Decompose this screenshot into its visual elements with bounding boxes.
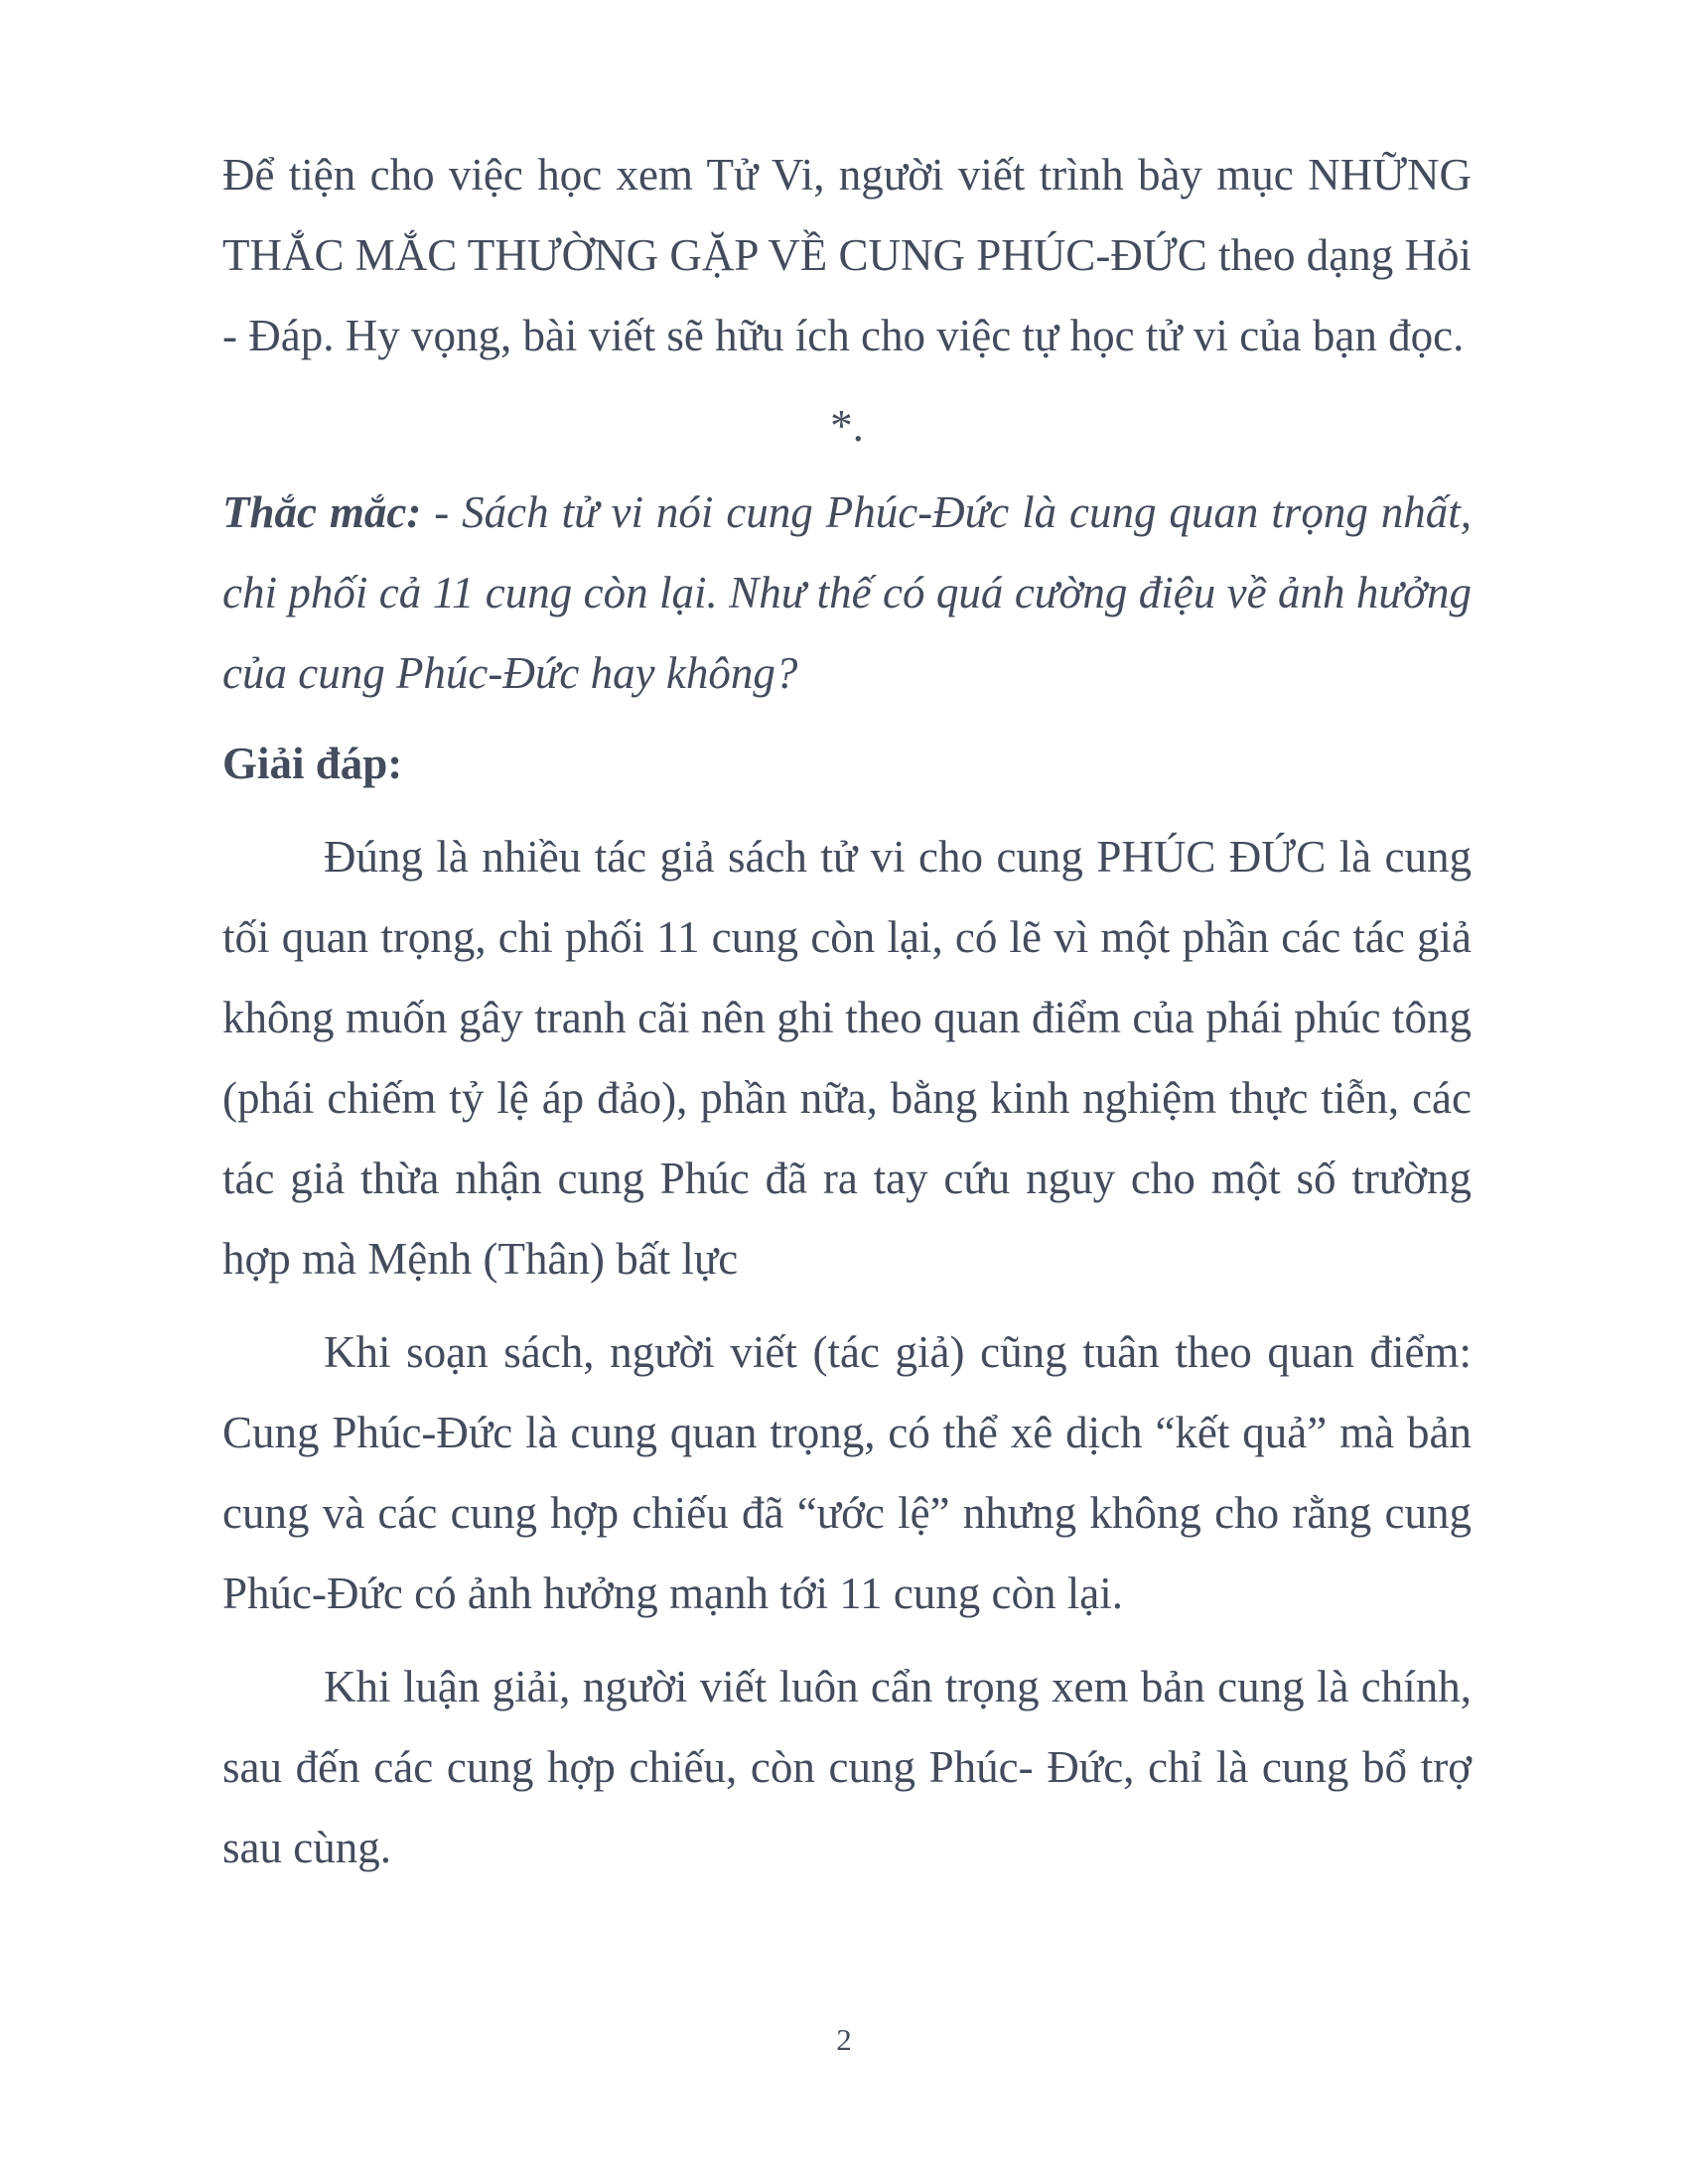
question-paragraph <box>222 473 1472 714</box>
question-label: Thắc mắc: <box>222 487 422 537</box>
question-text: - Sách tử vi nói cung Phúc-Đức là cung quan trọng nhất, chi phối cả 11 cung còn lại. Như thế có quá cường điệu về ảnh hưởng của cung Phúc-Đức hay không? <box>222 487 1472 698</box>
answer-heading: Giải đáp: <box>222 739 403 788</box>
answer-paragraph-2: Khi soạn sách, người viết (tác giả) cũng tuân theo quan điểm: Cung Phúc-Đức là cung quan trọng, có thể xê dịch “kết quả” mà bản cung và các cung hợp chiếu đã “ước lệ” nhưng không cho rằng cung Phúc-Đức có ảnh hưởng mạnh tới 11 cung còn lại. <box>222 1327 1472 1618</box>
page-number: 2 <box>836 2022 852 2057</box>
answer-paragraph-3: Khi luận giải, người viết luôn cẩn trọng xem bản cung là chính, sau đến các cung hợp chiếu, còn cung Phúc- Đức, chỉ là cung bổ trợ sau cùng. <box>222 1662 1472 1872</box>
answer-paragraph-1: Đúng là nhiều tác giả sách tử vi cho cung PHÚC ĐỨC là cung tối quan trọng, chi phối 11 cung còn lại, có lẽ vì một phần các tác giả không muốn gây tranh cãi nên ghi theo quan điểm của phái phúc tông (phái chiếm tỷ lệ áp đảo), phần nữa, bằng kinh nghiệm thực tiễn, các tác giả thừa nhận cung Phúc đã ra tay cứu nguy cho một số trường hợp mà Mệnh (Thân) bất lực <box>222 832 1472 1284</box>
document-page <box>222 135 1472 1888</box>
section-separator: *. <box>830 401 864 451</box>
intro-paragraph: Để tiện cho việc học xem Tử Vi, người viết trình bày mục NHỮNG THẮC MẮC THƯỜNG GẶP VỀ CUNG PHÚC-ĐỨC theo dạng Hỏi - Đáp. Hy vọng, bài viết sẽ hữu ích cho việc tự học tử vi của bạn đọc. <box>222 150 1472 360</box>
